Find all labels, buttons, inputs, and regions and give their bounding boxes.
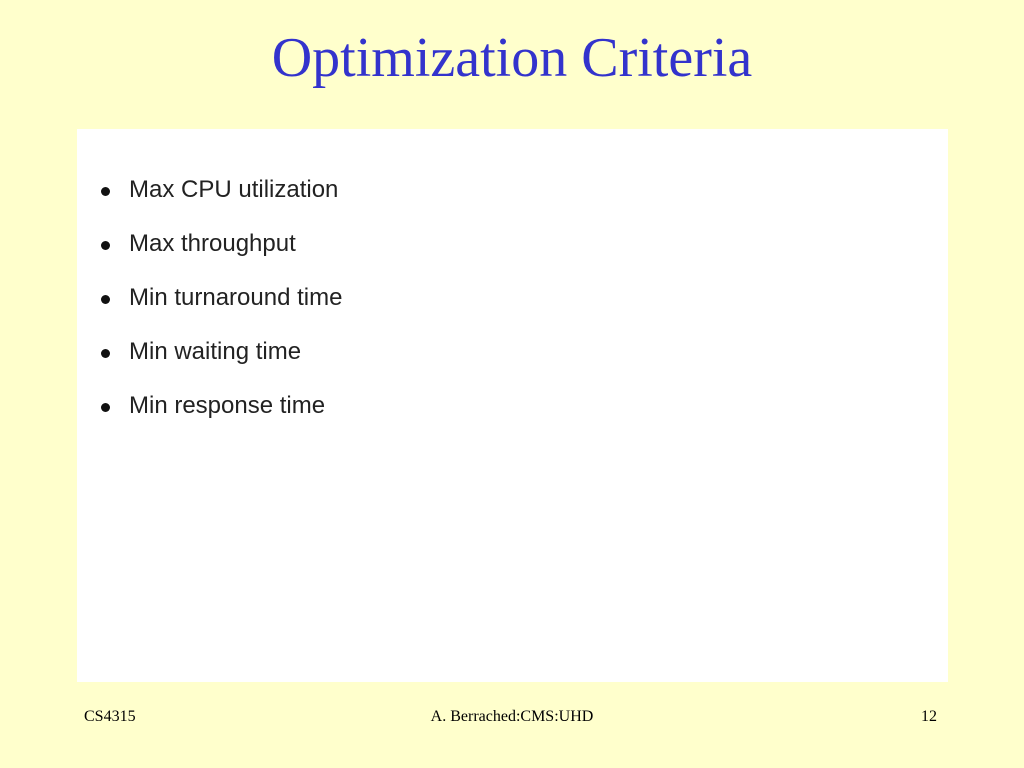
list-item: [77, 335, 948, 389]
footer-course: CS4315: [84, 708, 136, 725]
bullet-dot-icon: [101, 349, 110, 358]
list-item: [77, 281, 948, 335]
bullet-dot-icon: [101, 187, 110, 196]
bullet-text: Max CPU utilization: [129, 176, 339, 203]
list-item: [77, 227, 948, 281]
content-panel: [77, 129, 948, 682]
bullet-text: Min turnaround time: [129, 284, 343, 311]
footer-author: A. Berrached:CMS:UHD: [430, 708, 594, 725]
bullet-dot-icon: [101, 403, 110, 412]
footer-page-number: 12: [921, 708, 937, 725]
list-item: [77, 389, 948, 443]
list-item: [77, 173, 948, 227]
bullet-list: [77, 173, 948, 443]
bullet-dot-icon: [101, 295, 110, 304]
bullet-text: Min response time: [129, 392, 326, 419]
bullet-text: Min waiting time: [129, 338, 302, 365]
bullet-dot-icon: [101, 241, 110, 250]
bullet-text: Max throughput: [129, 230, 296, 257]
slide-title: Optimization Criteria: [271, 27, 753, 89]
